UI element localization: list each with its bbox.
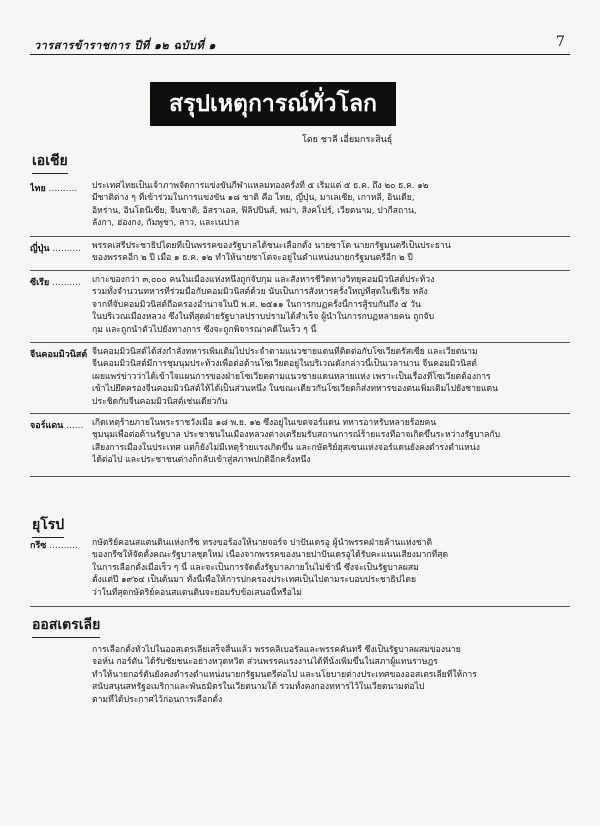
entry-label-japan: ญี่ปุ่น .......... (30, 244, 82, 254)
journal-header: วารสารข้าราชการ ปีที่ ๑๒ ฉบับที่ ๑ (34, 39, 217, 52)
entry-text-greece: กษัตริย์คอนสแตนตินแห่งกรีซ ทรงขอร้องให้นายจอร์จ ปาปันเดรอู ผู้นำพรรคฝ่ายค้านแห่งชาติ ของกรีซให้จัดตั้งคณะรัฐบาลชุดใหม่ เนื่องจากพรรคของนายปาปันเดรอูได้รับคะแนนเสียงมากที่สุด ในการเลือกตั้งเมื่อเร็ว ๆ นี้ และจะเป็นการจัดตั้งรัฐบาลภายในไม่ช้านี้ ซึ่งจะเป็นรัฐบาลผสม ตั้งแต่ปี ๑๙๖๔ เป็นต้นมา ทั้งนี้เพื่อให้การปกครองประเทศเป็นไปตามระบอบประชาธิปไตย ว่าในที่สุดกษัตริย์คอนสแตนตินจะยอมรับข้อเสนอนี้หรือไม่ (92, 538, 449, 598)
divider (30, 606, 570, 607)
entry-label-communist-china: จีนคอมมิวนิสต์ (30, 350, 88, 360)
entry-label-thailand: ไทย .......... (30, 184, 78, 194)
page-number: 7 (556, 34, 565, 50)
header-rule (30, 54, 570, 55)
entry-text-communist-china: จีนคอมมิวนิสต์ได้ส่งกำลังทหารเพิ่มเติมไปประจำตามแนวชายแดนที่ติดต่อกับโซเวียตรัสเซีย และเวียดนาม จีนคอมมิวนิสต์มีการชุมนุมประท้วงเพื่อต่อต้านโซเวียตอยู่ในบริเวณดังกล่าวนี้เป็นเวลานาน จีนคอมมิวนิสต์ เผยแพร่ข่าวว่าได้เข้าใจแผนการของฝ่ายโซเวียตตามแนวชายแดนหลายแห่ง เพราะเป็นเรื่องที่โซเวียตต้องการ เข้าไปยึดครองจีนคอมมิวนิสต์ให้ได้เป็นส่วนหนึ่ง ในขณะเดียวกันโซเวียตก็ส่งทหารของตนเพิ่มเติมไปยังชายแดน ประชิดกับจีนคอมมิวนิสต์เช่นเดียวกัน (92, 347, 498, 407)
divider (30, 413, 570, 414)
section-heading-europe: ยุโรป (32, 514, 64, 538)
section-heading-asia: เอเชีย (32, 150, 68, 174)
section-heading-australia: ออสเตรเลีย (32, 614, 100, 638)
entry-text-jordan: เกิดเหตุร้ายภายในพระราชวังเมื่อ ๑๘ พ.ย. ๑๒ ซึ่งอยู่ในเขตจอร์แดน ทหารอาหรับหลายร้อยคน ชุมนุมเพื่อต่อต้านรัฐบาล ประชาชนในเมืองหลวงต่างเตรียมรับสถานการณ์ร้ายแรงที่อาจเกิดขึ้นระหว่างรัฐบาลกับ เสียงการเมืองในประเทศ แต่ก็ยังไม่มีเหตุร้ายแรงเกิดขึ้น และกษัตริย์ฮุสเซนแห่งจอร์แดนยังคงดำรงตำแหน่ง ได้ต่อไป และประชาชนต่างก็กลับเข้าสู่สภาพปกติอีกครั้งหนึ่ง (92, 418, 501, 466)
entry-text-syria: เกาะของกว่า ๓,๐๐๐ คนในเมืองแห่งหนึ่งถูกจับกุม และสังหารชีวิตทางวิทยุคอมมิวนิสต์ประท้วง รวมทั้งจำนวนทหารที่ร่วมมือกับคอมมิวนิสต์ด้วย นับเป็นการสังหารครั้งใหญ่ที่สุดในซีเรีย หลัง จากที่จับคอมมิวนิสต์ถือครองอำนาจในปี พ.ศ. ๒๕๑๑ ในการกบฏครั้งนี้การสู้รบกันถึง ๕ วัน ในบริเวณเมืองหลวง ซึ่งในที่สุดฝ่ายรัฐบาลปราบปรามได้สำเร็จ ผู้นำในการกบฏหลายคน ถูกจับ กุม และถูกนำตัวไปยังทางการ ซึ่งจะถูกพิจารณาคดีในเร็ว ๆ นี้ (92, 275, 435, 335)
entry-text-australia: การเลือกตั้งทั่วไปในออสเตรเลียเสร็จสิ้นแล้ว พรรคลิเบอรัลและพรรคคันทรี ซึ่งเป็นรัฐบาลผสมของนาย จอห์น กอร์ตัน ได้รับชัยชนะอย่างหวุดหวิด ส่วนพรรคแรงงานได้ที่นั่งเพิ่มขึ้นในสภาผู้แทนราษฎร ทำให้นายกอร์ตันยังคงดำรงตำแหน่งนายกรัฐมนตรีต่อไป และนโยบายต่างประเทศของออสเตรเลียที่ให้การ สนับสนุนสหรัฐอเมริกาและพันธมิตรในเวียตนามใต้ รวมทั้งคงกองทหารไว้ในเวียตนามต่อไป ตามที่ได้ประกาศไว้ก่อนการเลือกตั้ง (92, 645, 477, 705)
divider (30, 236, 570, 237)
divider (30, 342, 570, 343)
page-title: สรุปเหตุการณ์ทั่วโลก (150, 82, 396, 126)
entry-text-thailand: ประเทศไทยเป็นเจ้าภาพจัดการแข่งขันกีฬาแหลมทองครั้งที่ ๕ เริ่มแต่ ๕ ธ.ค. ถึง ๒๐ ธ.ค. ๑๒ มีชาติต่าง ๆ ที่เข้าร่วมในการแข่งขัน ๑๘ ชาติ คือ ไทย, ญี่ปุ่น, มาเลเซีย, เกาหลี, อินเดีย, อิหร่าน, อินโดนีเซีย, จีนชาติ, อิสราเอล, ฟิลิปปินส์, พม่า, สิงคโปร์, เวียตนาม, ปากีสถาน, ลังกา, ฮ่องกง, กัมพูชา, ลาว, และเนปาล (92, 181, 429, 229)
divider (30, 270, 570, 271)
entry-text-japan: พรรคเสรีประชาธิปไตยที่เป็นพรรคของรัฐบาลได้ชนะเลือกตั้ง นายซาโต นายกรัฐมนตรีเป็นประธาน ของพรรคอีก ๒ ปี เมื่อ ๑ ธ.ค. ๑๒ ทำให้นายซาโตจะอยู่ในตำแหน่งนายกรัฐมนตรีอีก ๒ ปี (92, 241, 451, 264)
entry-label-jordan: จอร์แดน ...... (30, 421, 84, 431)
divider (30, 476, 570, 477)
entry-label-syria: ซีเรีย .......... (30, 278, 81, 288)
author-byline: โดย ชาลี เอี่ยมกระสินธุ์ (302, 135, 393, 145)
entry-label-greece: กรีซ .......... (30, 541, 78, 551)
